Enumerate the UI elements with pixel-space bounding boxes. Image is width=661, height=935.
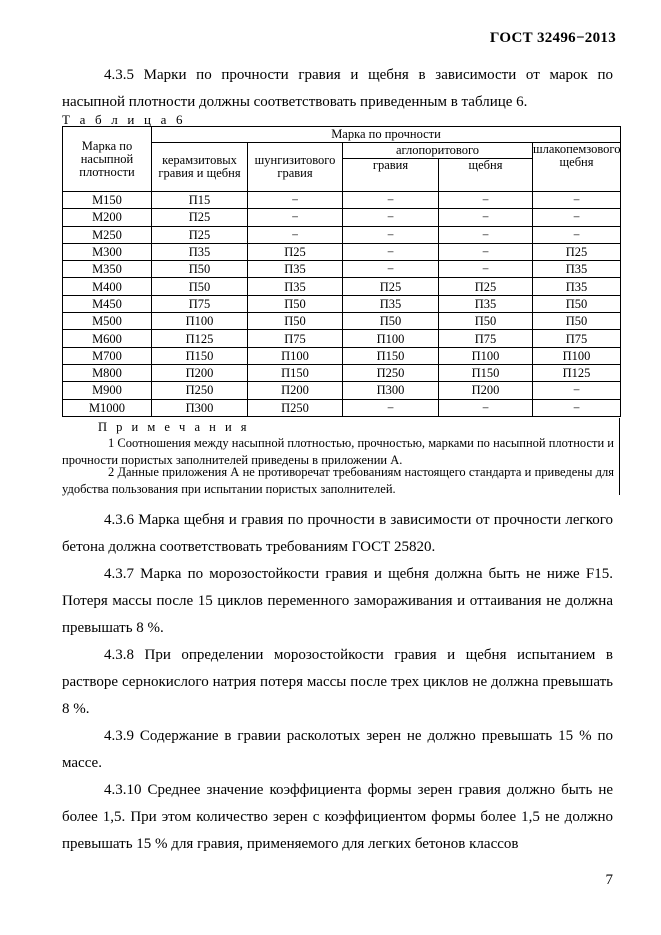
table-caption: Т а б л и ц а 6	[62, 112, 186, 127]
table-cell: П50	[152, 278, 248, 295]
header-agloporite-gravel: гравия	[343, 159, 439, 192]
table-cell: П25	[248, 243, 343, 260]
table-row	[63, 382, 621, 399]
table-cell: П100	[248, 347, 343, 364]
table-row	[63, 364, 621, 381]
table-cell: −	[533, 382, 621, 399]
table-cell: П50	[152, 261, 248, 278]
table-cell: П125	[152, 330, 248, 347]
table-cell: П50	[533, 313, 621, 330]
header-grade-by-density: Марка по насыпной плотности	[63, 127, 152, 192]
header-agloporite-crushed: щебня	[439, 159, 533, 192]
table-cell: П50	[343, 313, 439, 330]
table-cell: П75	[533, 330, 621, 347]
paragraph-4-3-5: 4.3.5 Марки по прочности гравия и щебня в зависимости от марок по насыпной плотности должны соответствовать приведенным в таблице 6.	[62, 67, 613, 110]
table-cell: П25	[533, 243, 621, 260]
table-cell: П75	[152, 295, 248, 312]
table-row	[63, 295, 621, 312]
table-row	[63, 192, 621, 209]
header-ceramzite: керамзитовых гравия и щебня	[152, 143, 248, 192]
paragraph-4-3-10: 4.3.10 Среднее значение коэффициента формы зерен гравия должно быть не более 1,5. При этом количество зерен с коэффициентом формы более 1,5 не должно превышать 15 % для гравия, применяемого для легких бетонов классов	[62, 782, 613, 852]
table-cell: П300	[152, 399, 248, 416]
table-cell: −	[343, 243, 439, 260]
table-row	[63, 347, 621, 364]
table-cell: −	[343, 399, 439, 416]
table-cell: П100	[152, 313, 248, 330]
table-cell: П75	[439, 330, 533, 347]
table-cell: П300	[343, 382, 439, 399]
paragraph-4-3-7: 4.3.7 Марка по морозостойкости гравия и щебня должна быть не ниже F15. Потеря массы после 15 циклов переменного замораживания и оттаивания не должна превышать 8 %.	[62, 566, 613, 636]
table-cell: М500	[63, 313, 152, 330]
table-cell: П100	[533, 347, 621, 364]
document-header: ГОСТ 32496−2013	[489, 30, 616, 46]
table-cell: −	[533, 226, 621, 243]
table-cell: П35	[152, 243, 248, 260]
table-cell: П35	[343, 295, 439, 312]
table-cell: М700	[63, 347, 152, 364]
table-cell: П25	[439, 278, 533, 295]
table-cell: П50	[533, 295, 621, 312]
table-cell: П50	[439, 313, 533, 330]
paragraph-4-3-8: 4.3.8 При определении морозостойкости гравия и щебня испытанием в растворе сернокислого натрия потеря массы после трех циклов не должна превышать 8 %.	[62, 647, 613, 717]
table-row	[63, 330, 621, 347]
table-cell: П150	[152, 347, 248, 364]
table-cell: −	[248, 226, 343, 243]
table-cell: П200	[248, 382, 343, 399]
table-cell: П250	[343, 364, 439, 381]
table-cell: −	[533, 209, 621, 226]
table-cell: −	[439, 243, 533, 260]
table-cell: −	[248, 192, 343, 209]
strength-grade-table	[62, 126, 621, 417]
table-cell: М800	[63, 364, 152, 381]
table-cell: М450	[63, 295, 152, 312]
table-cell: −	[343, 261, 439, 278]
table-cell: М150	[63, 192, 152, 209]
table-cell: П35	[533, 261, 621, 278]
table-cell: П25	[152, 209, 248, 226]
table-cell: −	[248, 209, 343, 226]
table-cell: М350	[63, 261, 152, 278]
table-cell: П15	[152, 192, 248, 209]
table-cell: −	[343, 192, 439, 209]
table-cell: П25	[152, 226, 248, 243]
table-cell: П35	[439, 295, 533, 312]
table-row	[63, 261, 621, 278]
table-cell: −	[533, 399, 621, 416]
table-cell: П150	[248, 364, 343, 381]
header-strength-grade: Марка по прочности	[152, 127, 621, 143]
table-cell: −	[439, 209, 533, 226]
table-cell: П150	[343, 347, 439, 364]
table-row	[63, 313, 621, 330]
table-cell: М250	[63, 226, 152, 243]
paragraph-4-3-6: 4.3.6 Марка щебня и гравия по прочности в зависимости от прочности легкого бетона должна соответствовать требованиям ГОСТ 25820.	[62, 512, 613, 555]
table-cell: −	[439, 226, 533, 243]
table-cell: М400	[63, 278, 152, 295]
table-cell: П75	[248, 330, 343, 347]
table-cell: М900	[63, 382, 152, 399]
table-notes	[62, 418, 620, 495]
header-agloporite: аглопоритового	[343, 143, 533, 159]
table-cell: П200	[439, 382, 533, 399]
table-cell: П50	[248, 313, 343, 330]
header-shungizite: шунгизитового гравия	[248, 143, 343, 192]
table-cell: П250	[248, 399, 343, 416]
table-cell: П50	[248, 295, 343, 312]
table-cell: −	[439, 192, 533, 209]
notes-heading: П р и м е ч а н и я	[98, 420, 250, 434]
note-2: 2 Данные приложения А не противоречат требованиям настоящего стандарта и приведены для удобства пользования при испытании пористых заполнителей.	[62, 465, 614, 496]
table-cell: −	[343, 226, 439, 243]
table-cell: М200	[63, 209, 152, 226]
table-cell: −	[439, 261, 533, 278]
table-row	[63, 226, 621, 243]
table-cell: П100	[439, 347, 533, 364]
note-1: 1 Соотношения между насыпной плотностью, прочностью, марками по насыпной плотности и прочности пористых заполнителей приведены в приложении А.	[62, 436, 614, 467]
table-body	[63, 192, 621, 417]
table-cell: −	[439, 399, 533, 416]
table-cell: −	[533, 192, 621, 209]
header-slag-pumice: шлакопемзового щебня	[533, 143, 621, 192]
table-cell: −	[343, 209, 439, 226]
page-number: 7	[605, 872, 613, 888]
table-row	[63, 243, 621, 260]
table-cell: М1000	[63, 399, 152, 416]
table-cell: П25	[343, 278, 439, 295]
table-cell: П35	[248, 278, 343, 295]
table-cell: М300	[63, 243, 152, 260]
table-cell: П150	[439, 364, 533, 381]
table-cell: П35	[533, 278, 621, 295]
table-cell: П200	[152, 364, 248, 381]
table-cell: П125	[533, 364, 621, 381]
table-row	[63, 209, 621, 226]
table-cell: М600	[63, 330, 152, 347]
table-cell: П100	[343, 330, 439, 347]
table-row	[63, 399, 621, 416]
table-cell: П250	[152, 382, 248, 399]
table-row	[63, 278, 621, 295]
table-cell: П35	[248, 261, 343, 278]
paragraph-4-3-9: 4.3.9 Содержание в гравии расколотых зерен не должно превышать 15 % по массе.	[62, 728, 613, 771]
